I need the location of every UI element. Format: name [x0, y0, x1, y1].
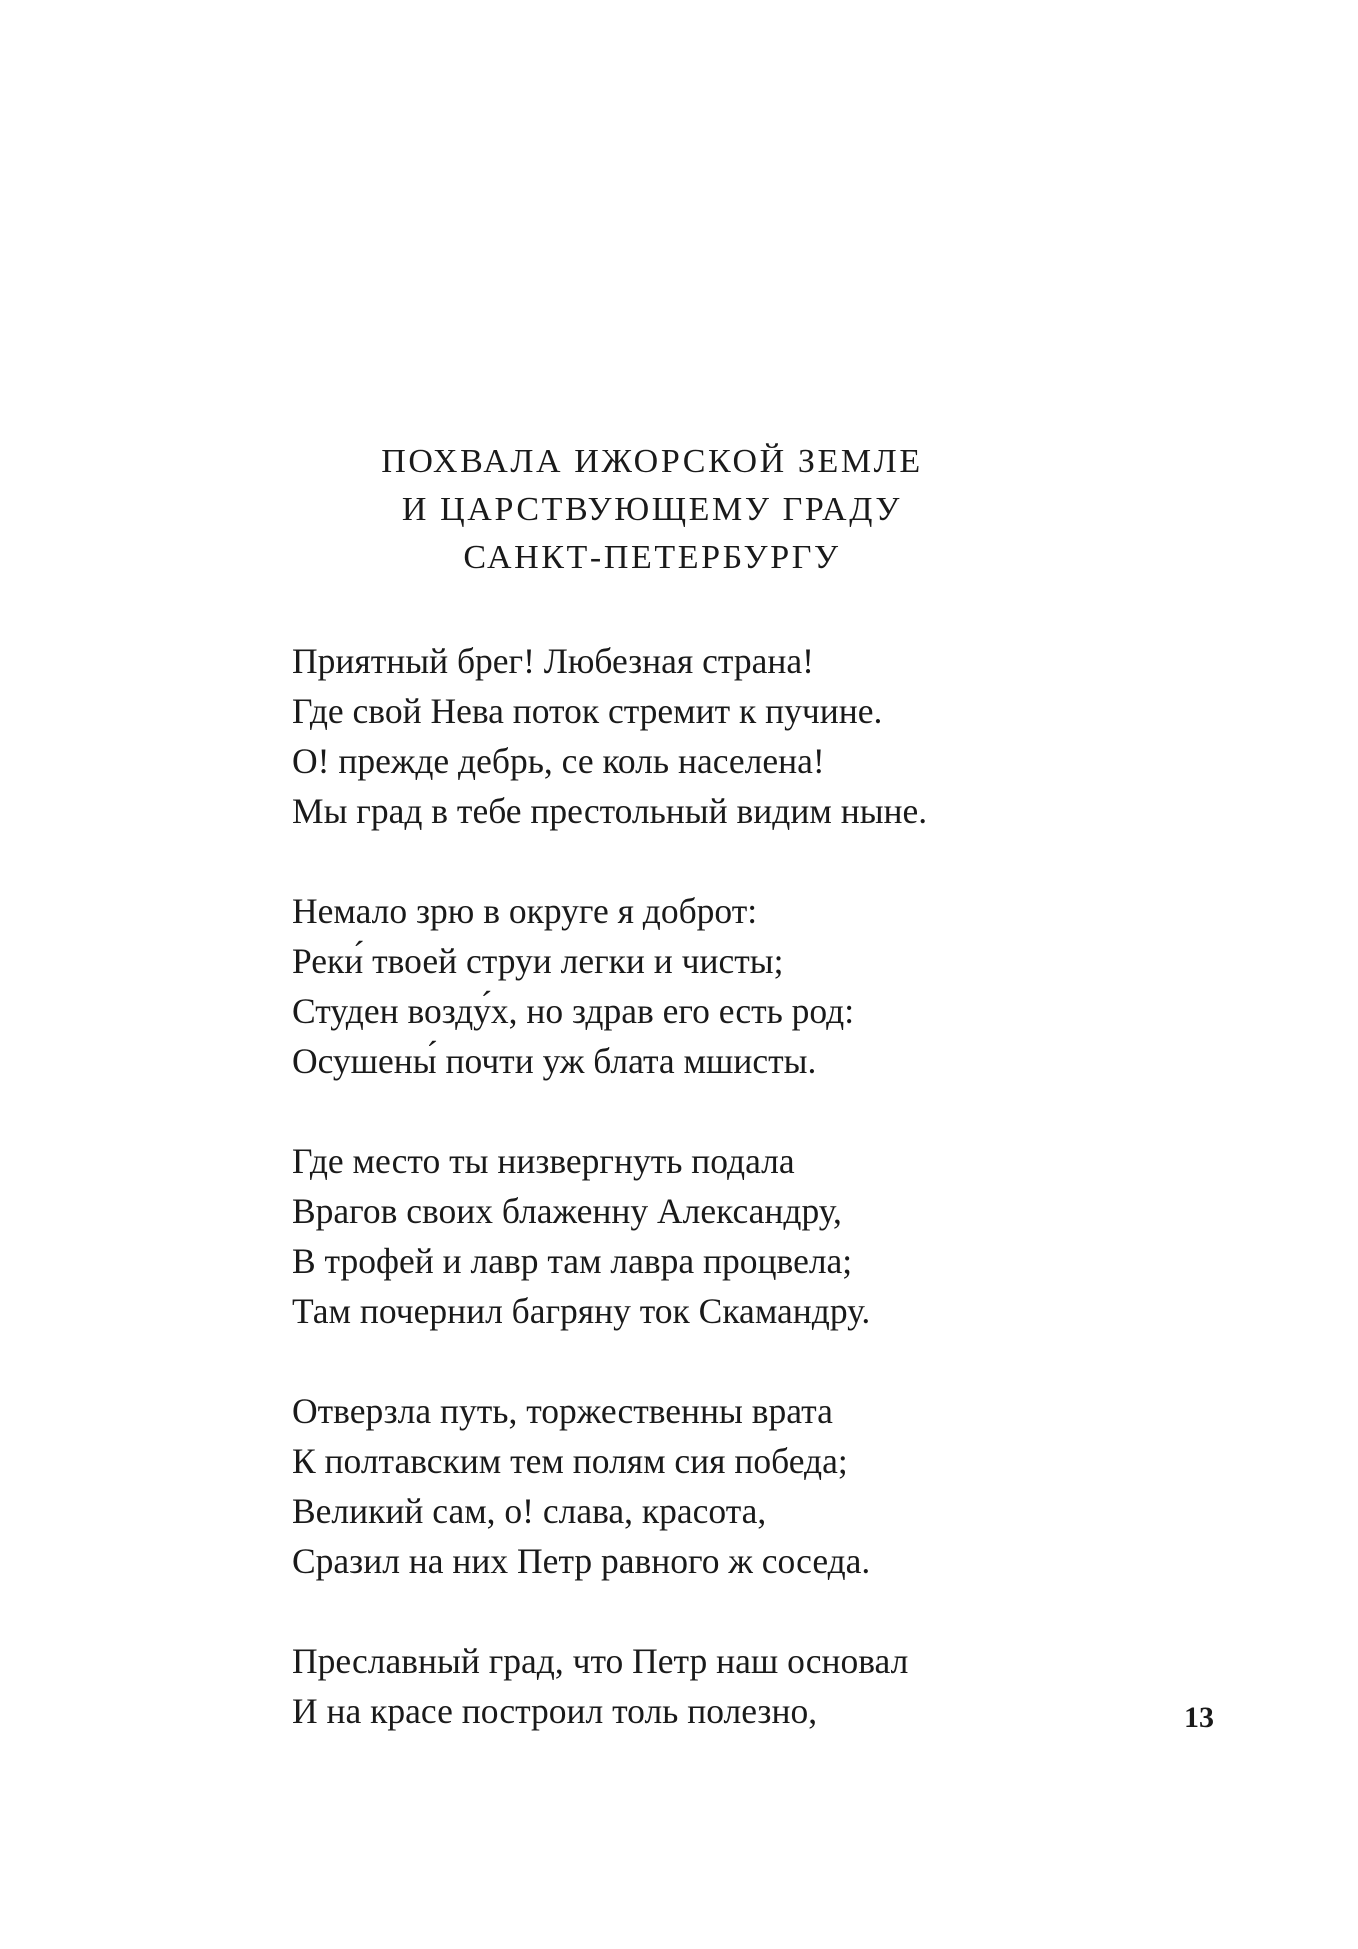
poem-line: Там почернил багряну ток Скамандру. — [292, 1291, 871, 1331]
poem-line: Студен возду́х, но здрав его есть род: — [292, 991, 855, 1031]
poem-line: Врагов своих блаженну Александру, — [292, 1191, 842, 1231]
poem-line: Мы град в тебе престольный видим ныне. — [292, 791, 928, 831]
stanza — [292, 1136, 1152, 1336]
poem-title-line: И ЦАРСТВУЮЩЕМУ ГРАДУ — [401, 491, 903, 528]
poem-line: О! прежде дебрь, се коль населена! — [292, 741, 825, 781]
stanza — [292, 1636, 1152, 1736]
poem-title-line: САНКТ-ПЕТЕРБУРГУ — [463, 539, 841, 576]
poem-body — [292, 636, 1152, 1786]
stanza — [292, 636, 1152, 836]
poem-line: Сразил на них Петр равного ж соседа. — [292, 1541, 871, 1581]
page-number: 13 — [1184, 1701, 1214, 1734]
poem-line: В трофей и лавр там лавра процвела; — [292, 1241, 853, 1281]
poem-line: Немало зрю в округе я доброт: — [292, 891, 758, 931]
poem-line: Осушены́ почти уж блата мшисты. — [292, 1041, 817, 1081]
poem-title — [0, 438, 1304, 582]
stanza — [292, 886, 1152, 1086]
poem-line: И на красе построил толь полезно, — [292, 1691, 818, 1731]
poem-title-line: ПОХВАЛА ИЖОРСКОЙ ЗЕМЛЕ — [381, 443, 923, 480]
poem-line: Где свой Нева поток стремит к пучине. — [292, 691, 883, 731]
poem-line: Где место ты низвергнуть подала — [292, 1141, 795, 1181]
poem-line: Преславный град, что Петр наш основал — [292, 1641, 909, 1681]
poem-line: Великий сам, о! слава, красота, — [292, 1491, 767, 1531]
stanza — [292, 1386, 1152, 1586]
poem-line: Отверзла путь, торжественны врата — [292, 1391, 833, 1431]
poem-line: Приятный брег! Любезная страна! — [292, 641, 814, 681]
poem-line: К полтавским тем полям сия победа; — [292, 1441, 848, 1481]
poem-line: Реки́ твоей струи легки и чисты; — [292, 941, 784, 981]
